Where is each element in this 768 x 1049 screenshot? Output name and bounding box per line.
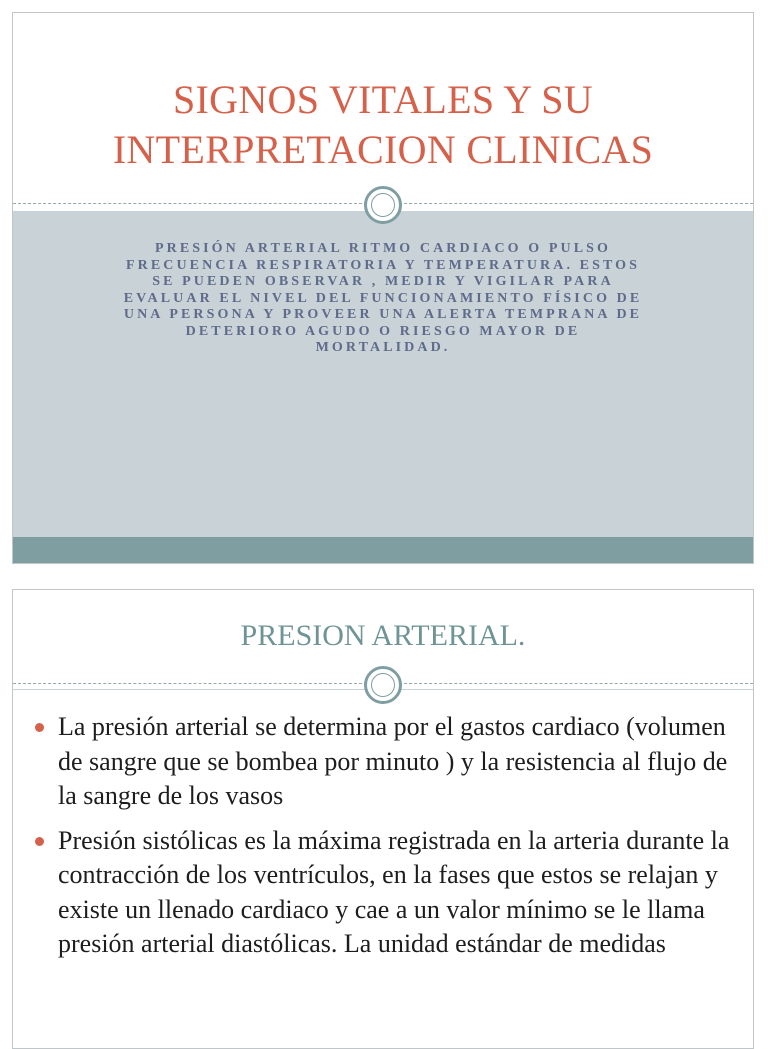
slide-1-subtitle: PRESIÓN ARTERIAL RITMO CARDIACO O PULSO FRECUENCIA RESPIRATORIA Y TEMPERATURA. ESTOS SE PUEDEN OBSERVAR , MEDIR Y VIGILAR PARA EVALUAR EL NIVEL DEL FUNCIONAMIENTO FÍSICO DE UNA PERSONA Y PROVEER UNA ALERTA TEMPRANA DE DETERIORO AGUDO O RIESGO MAYOR DE MORTALIDAD. [123, 241, 643, 355]
bullet-text: La presión arterial se determina por el gastos cardiaco (volumen de sangre que se bombea por minuto ) y la resistencia al flujo de la sangre de los vasos [58, 712, 728, 810]
double-ring-circle-icon [364, 666, 402, 704]
slide-2 [12, 589, 754, 1049]
slide-2-title: PRESION ARTERIAL. [240, 619, 526, 652]
slide-1-title-line-2: INTERPRETACION CLINICAS [112, 127, 654, 172]
double-ring-circle-icon [364, 186, 402, 224]
slide-1-title-line-1: SIGNOS VITALES Y SU [173, 77, 593, 122]
round-bullet-icon [35, 723, 44, 732]
slide-2-bullet-list [35, 710, 733, 972]
slide-1-footer-band [13, 537, 753, 564]
list-item [35, 710, 733, 814]
list-item [35, 824, 733, 962]
slide-1-title [13, 75, 753, 175]
slide-1 [12, 12, 754, 564]
bullet-text: Presión sistólicas es la máxima registrada en la arteria durante la contracción de los ventrículos, en la fases que estos se relajan y existe un llenado cardiaco y cae a un valor mínimo se le llama presión arterial diastólicas. La unidad estándar de medidas [58, 825, 730, 958]
round-bullet-icon [35, 837, 44, 846]
